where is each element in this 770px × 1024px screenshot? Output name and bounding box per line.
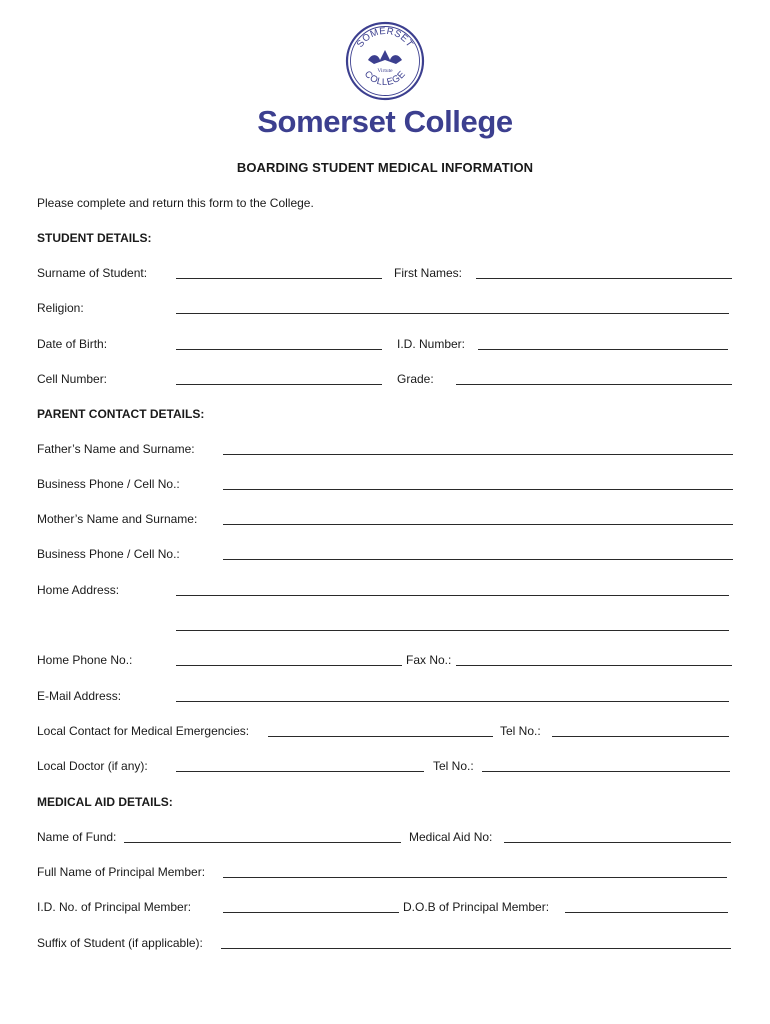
home-address-field-line-2[interactable] bbox=[176, 630, 729, 631]
principal-name-label: Full Name of Principal Member: bbox=[37, 865, 206, 879]
home-address-field-line-1[interactable] bbox=[176, 595, 729, 596]
local-contact-field[interactable] bbox=[268, 736, 493, 737]
row-fund-aid-no bbox=[37, 830, 733, 848]
row-religion bbox=[37, 301, 733, 319]
medical-aid-no-label: Medical Aid No: bbox=[409, 830, 493, 844]
principal-id-label: I.D. No. of Principal Member: bbox=[37, 900, 192, 914]
dob-field[interactable] bbox=[176, 349, 382, 350]
id-number-label: I.D. Number: bbox=[397, 337, 466, 351]
local-contact-tel-field[interactable] bbox=[552, 736, 729, 737]
section-student-details: STUDENT DETAILS: bbox=[37, 231, 152, 245]
row-suffix bbox=[37, 936, 733, 954]
local-contact-label: Local Contact for Medical Emergencies: bbox=[37, 724, 250, 738]
row-father-phone bbox=[37, 477, 733, 495]
suffix-label: Suffix of Student (if applicable): bbox=[37, 936, 203, 950]
home-address-label: Home Address: bbox=[37, 583, 120, 597]
email-label: E-Mail Address: bbox=[37, 689, 122, 703]
surname-field[interactable] bbox=[176, 278, 382, 279]
row-local-doctor bbox=[37, 759, 733, 777]
home-phone-label: Home Phone No.: bbox=[37, 653, 133, 667]
principal-name-field[interactable] bbox=[223, 877, 727, 878]
local-doctor-label: Local Doctor (if any): bbox=[37, 759, 148, 773]
suffix-field[interactable] bbox=[221, 948, 731, 949]
doctor-tel-label: Tel No.: bbox=[433, 759, 474, 773]
fund-name-label: Name of Fund: bbox=[37, 830, 117, 844]
dob-label: Date of Birth: bbox=[37, 337, 108, 351]
father-phone-label: Business Phone / Cell No.: bbox=[37, 477, 180, 491]
id-number-field[interactable] bbox=[478, 349, 728, 350]
religion-field[interactable] bbox=[176, 313, 729, 314]
row-dob-id bbox=[37, 337, 733, 355]
section-medical-aid-details: MEDICAL AID DETAILS: bbox=[37, 795, 173, 809]
local-doctor-field[interactable] bbox=[176, 771, 424, 772]
row-mother-name bbox=[37, 512, 733, 530]
fax-field[interactable] bbox=[456, 665, 732, 666]
row-cell-grade bbox=[37, 372, 733, 390]
grade-label: Grade: bbox=[397, 372, 434, 386]
surname-label: Surname of Student: bbox=[37, 266, 148, 280]
row-mother-phone bbox=[37, 547, 733, 565]
fax-label: Fax No.: bbox=[406, 653, 452, 667]
form-instructions: Please complete and return this form to the College. bbox=[37, 196, 314, 210]
row-email bbox=[37, 689, 733, 707]
medical-aid-no-field[interactable] bbox=[504, 842, 731, 843]
email-field[interactable] bbox=[176, 701, 729, 702]
svg-text:SOMERSET: SOMERSET bbox=[354, 25, 416, 50]
row-surname-first-names bbox=[37, 266, 733, 284]
principal-dob-label: D.O.B of Principal Member: bbox=[403, 900, 550, 914]
mother-name-field[interactable] bbox=[223, 524, 733, 525]
principal-id-field[interactable] bbox=[223, 912, 399, 913]
row-home-address bbox=[37, 583, 733, 601]
form-title: BOARDING STUDENT MEDICAL INFORMATION bbox=[236, 160, 534, 175]
svg-text:Virtute: Virtute bbox=[377, 68, 393, 74]
first-names-field[interactable] bbox=[476, 278, 732, 279]
religion-label: Religion: bbox=[37, 301, 84, 315]
doctor-tel-field[interactable] bbox=[482, 771, 730, 772]
college-wordmark: Somerset College bbox=[257, 104, 513, 139]
row-principal-name bbox=[37, 865, 733, 883]
father-name-label: Father’s Name and Surname: bbox=[37, 442, 195, 456]
fund-name-field[interactable] bbox=[124, 842, 401, 843]
svg-text:COLLEGE: COLLEGE bbox=[361, 68, 409, 89]
college-seal-icon bbox=[344, 20, 426, 102]
section-parent-contact-details: PARENT CONTACT DETAILS: bbox=[37, 407, 205, 421]
row-home-address-2 bbox=[37, 618, 733, 636]
home-phone-field[interactable] bbox=[176, 665, 402, 666]
first-names-label: First Names: bbox=[394, 266, 463, 280]
row-local-contact bbox=[37, 724, 733, 742]
local-contact-tel-label: Tel No.: bbox=[500, 724, 541, 738]
mother-name-label: Mother’s Name and Surname: bbox=[37, 512, 198, 526]
grade-field[interactable] bbox=[456, 384, 732, 385]
cell-number-label: Cell Number: bbox=[37, 372, 108, 386]
row-home-phone-fax bbox=[37, 653, 733, 671]
mother-phone-field[interactable] bbox=[223, 559, 733, 560]
row-father-name bbox=[37, 442, 733, 460]
row-principal-id-dob bbox=[37, 900, 733, 918]
principal-dob-field[interactable] bbox=[565, 912, 728, 913]
college-logo bbox=[0, 20, 770, 140]
father-phone-field[interactable] bbox=[223, 489, 733, 490]
mother-phone-label: Business Phone / Cell No.: bbox=[37, 547, 180, 561]
cell-number-field[interactable] bbox=[176, 384, 382, 385]
father-name-field[interactable] bbox=[223, 454, 733, 455]
